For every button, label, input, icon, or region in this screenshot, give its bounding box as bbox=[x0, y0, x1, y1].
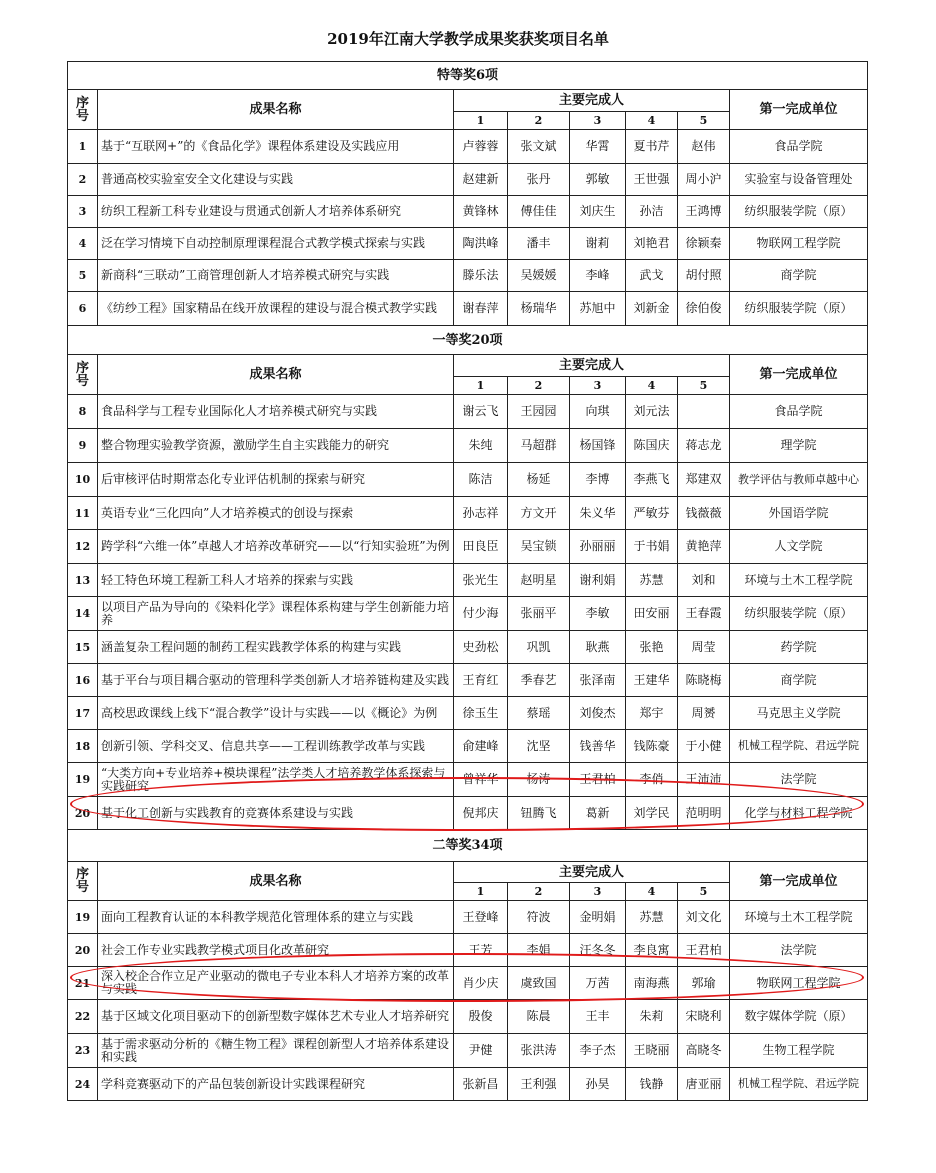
person-1: 谢云飞 bbox=[454, 395, 508, 429]
person-3: 李博 bbox=[570, 463, 626, 497]
table-row bbox=[68, 564, 868, 597]
person-5: 周小沪 bbox=[678, 164, 730, 196]
person-4: 钱陈豪 bbox=[626, 730, 678, 763]
person-4: 张艳 bbox=[626, 631, 678, 664]
header-row bbox=[68, 355, 868, 377]
table-row bbox=[68, 597, 868, 631]
project-name: 以项目产品为导向的《染料化学》课程体系构建与学生创新能力培养 bbox=[98, 597, 454, 631]
row-number: 12 bbox=[68, 530, 98, 564]
row-number: 19 bbox=[68, 901, 98, 934]
section-title-row bbox=[68, 326, 868, 355]
person-3: 钱善华 bbox=[570, 730, 626, 763]
unit-name: 数字媒体学院（原） bbox=[730, 1000, 868, 1034]
project-name: 后审核评估时期常态化专业评估机制的探索与研究 bbox=[98, 463, 454, 497]
table-row bbox=[68, 967, 868, 1000]
project-name: 英语专业“三化四向”人才培养模式的创设与探索 bbox=[98, 497, 454, 530]
table-row bbox=[68, 196, 868, 228]
project-name: 基于化工创新与实践教育的竞赛体系建设与实践 bbox=[98, 797, 454, 830]
header-person-number: 3 bbox=[570, 883, 626, 901]
project-name: 基于“互联网+”的《食品化学》课程体系建设及实践应用 bbox=[98, 130, 454, 164]
person-1: 田良臣 bbox=[454, 530, 508, 564]
person-5: 唐亚丽 bbox=[678, 1068, 730, 1101]
table-row bbox=[68, 664, 868, 697]
person-3: 孙昊 bbox=[570, 1068, 626, 1101]
table-row bbox=[68, 260, 868, 292]
table-row bbox=[68, 530, 868, 564]
person-4: 钱静 bbox=[626, 1068, 678, 1101]
person-2: 虞致国 bbox=[508, 967, 570, 1000]
table-row bbox=[68, 697, 868, 730]
person-1: 倪邦庆 bbox=[454, 797, 508, 830]
person-4: 郑宇 bbox=[626, 697, 678, 730]
section-title-row bbox=[68, 62, 868, 90]
section-title: 一等奖20项 bbox=[68, 326, 868, 355]
person-1: 王登峰 bbox=[454, 901, 508, 934]
header-seq: 序号 bbox=[68, 862, 98, 901]
person-1: 曾祥华 bbox=[454, 763, 508, 797]
project-name: 泛在学习情境下自动控制原理课程混合式教学模式探索与实践 bbox=[98, 228, 454, 260]
row-number: 23 bbox=[68, 1034, 98, 1068]
person-2: 李娟 bbox=[508, 934, 570, 967]
project-name: 涵盖复杂工程问题的制药工程实践教学体系的构建与实践 bbox=[98, 631, 454, 664]
person-2: 钮腾飞 bbox=[508, 797, 570, 830]
project-name: 深入校企合作立足产业驱动的微电子专业本科人才培养方案的改革与实践 bbox=[98, 967, 454, 1000]
person-2: 杨延 bbox=[508, 463, 570, 497]
row-number: 8 bbox=[68, 395, 98, 429]
header-person-number: 2 bbox=[508, 883, 570, 901]
person-1: 张新昌 bbox=[454, 1068, 508, 1101]
person-4: 李俏 bbox=[626, 763, 678, 797]
header-people: 主要完成人 bbox=[454, 355, 730, 377]
person-4: 刘新金 bbox=[626, 292, 678, 326]
header-people: 主要完成人 bbox=[454, 862, 730, 883]
row-number: 1 bbox=[68, 130, 98, 164]
person-1: 王芳 bbox=[454, 934, 508, 967]
person-5: 王君柏 bbox=[678, 934, 730, 967]
person-4: 苏慧 bbox=[626, 901, 678, 934]
header-seq: 序号 bbox=[68, 90, 98, 130]
person-2: 王园园 bbox=[508, 395, 570, 429]
person-4: 王晓丽 bbox=[626, 1034, 678, 1068]
person-2: 符波 bbox=[508, 901, 570, 934]
table-row bbox=[68, 763, 868, 797]
person-2: 王利强 bbox=[508, 1068, 570, 1101]
unit-name: 药学院 bbox=[730, 631, 868, 664]
person-5: 黄艳萍 bbox=[678, 530, 730, 564]
person-5: 周莹 bbox=[678, 631, 730, 664]
person-3: 向琪 bbox=[570, 395, 626, 429]
person-1: 滕乐法 bbox=[454, 260, 508, 292]
person-4: 南海燕 bbox=[626, 967, 678, 1000]
person-1: 徐玉生 bbox=[454, 697, 508, 730]
unit-name: 法学院 bbox=[730, 934, 868, 967]
person-1: 黄锋林 bbox=[454, 196, 508, 228]
person-3: 王君柏 bbox=[570, 763, 626, 797]
unit-name: 食品学院 bbox=[730, 395, 868, 429]
header-person-number: 3 bbox=[570, 377, 626, 395]
person-1: 卢蓉蓉 bbox=[454, 130, 508, 164]
header-person-number: 5 bbox=[678, 377, 730, 395]
table-row bbox=[68, 901, 868, 934]
header-person-number: 4 bbox=[626, 112, 678, 130]
person-2: 傅佳佳 bbox=[508, 196, 570, 228]
person-4: 刘学民 bbox=[626, 797, 678, 830]
project-name: 面向工程教育认证的本科教学规范化管理体系的建立与实践 bbox=[98, 901, 454, 934]
person-1: 付少海 bbox=[454, 597, 508, 631]
project-name: 创新引领、学科交叉、信息共享——工程训练教学改革与实践 bbox=[98, 730, 454, 763]
unit-name: 纺织服装学院（原） bbox=[730, 196, 868, 228]
person-4: 孙洁 bbox=[626, 196, 678, 228]
person-3: 李子杰 bbox=[570, 1034, 626, 1068]
person-3: 谢莉 bbox=[570, 228, 626, 260]
person-5: 王春霞 bbox=[678, 597, 730, 631]
unit-name: 纺织服装学院（原） bbox=[730, 597, 868, 631]
person-5: 刘和 bbox=[678, 564, 730, 597]
person-3: 王丰 bbox=[570, 1000, 626, 1034]
person-3: 孙丽丽 bbox=[570, 530, 626, 564]
person-5: 郭瑜 bbox=[678, 967, 730, 1000]
person-5: 宋晓利 bbox=[678, 1000, 730, 1034]
section-title: 二等奖34项 bbox=[68, 830, 868, 862]
person-5 bbox=[678, 395, 730, 429]
person-4: 陈国庆 bbox=[626, 429, 678, 463]
person-2: 蔡瑶 bbox=[508, 697, 570, 730]
table-row bbox=[68, 228, 868, 260]
header-person-number: 5 bbox=[678, 883, 730, 901]
project-name: 纺织工程新工科专业建设与贯通式创新人才培养体系研究 bbox=[98, 196, 454, 228]
unit-name: 马克思主义学院 bbox=[730, 697, 868, 730]
header-person-number: 4 bbox=[626, 377, 678, 395]
person-5: 钱薇薇 bbox=[678, 497, 730, 530]
table-row bbox=[68, 934, 868, 967]
person-2: 马超群 bbox=[508, 429, 570, 463]
project-name: 基于需求驱动分析的《糖生物工程》课程创新型人才培养体系建设和实践 bbox=[98, 1034, 454, 1068]
person-2: 杨瑞华 bbox=[508, 292, 570, 326]
unit-name: 商学院 bbox=[730, 260, 868, 292]
person-5: 陈晓梅 bbox=[678, 664, 730, 697]
person-1: 王育红 bbox=[454, 664, 508, 697]
person-2: 陈晨 bbox=[508, 1000, 570, 1034]
person-3: 华霄 bbox=[570, 130, 626, 164]
table-row bbox=[68, 631, 868, 664]
person-5: 蒋志龙 bbox=[678, 429, 730, 463]
header-row bbox=[68, 90, 868, 112]
person-2: 张丽平 bbox=[508, 597, 570, 631]
row-number: 14 bbox=[68, 597, 98, 631]
person-1: 陈洁 bbox=[454, 463, 508, 497]
person-1: 孙志祥 bbox=[454, 497, 508, 530]
person-2: 杨涛 bbox=[508, 763, 570, 797]
person-3: 金明娟 bbox=[570, 901, 626, 934]
header-unit: 第一完成单位 bbox=[730, 355, 868, 395]
person-5: 胡付照 bbox=[678, 260, 730, 292]
person-2: 潘丰 bbox=[508, 228, 570, 260]
header-row bbox=[68, 862, 868, 883]
header-person-number: 1 bbox=[454, 377, 508, 395]
header-person-number: 5 bbox=[678, 112, 730, 130]
unit-name: 生物工程学院 bbox=[730, 1034, 868, 1068]
person-2: 方文开 bbox=[508, 497, 570, 530]
unit-name: 环境与土木工程学院 bbox=[730, 564, 868, 597]
person-2: 巩凯 bbox=[508, 631, 570, 664]
person-5: 赵伟 bbox=[678, 130, 730, 164]
row-number: 9 bbox=[68, 429, 98, 463]
table-row bbox=[68, 130, 868, 164]
person-3: 耿燕 bbox=[570, 631, 626, 664]
person-3: 杨国锋 bbox=[570, 429, 626, 463]
person-1: 殷俊 bbox=[454, 1000, 508, 1034]
person-4: 王建华 bbox=[626, 664, 678, 697]
person-1: 张光生 bbox=[454, 564, 508, 597]
unit-name: 人文学院 bbox=[730, 530, 868, 564]
project-name: “大类方向+专业培养+模块课程”法学类人才培养教学体系探索与实践研究 bbox=[98, 763, 454, 797]
person-4: 李燕飞 bbox=[626, 463, 678, 497]
table-row bbox=[68, 1000, 868, 1034]
header-person-number: 4 bbox=[626, 883, 678, 901]
row-number: 16 bbox=[68, 664, 98, 697]
project-name: 新商科“三联动”工商管理创新人才培养模式研究与实践 bbox=[98, 260, 454, 292]
project-name: 基于区域文化项目驱动下的创新型数字媒体艺术专业人才培养研究 bbox=[98, 1000, 454, 1034]
person-2: 赵明星 bbox=[508, 564, 570, 597]
project-name: 食品科学与工程专业国际化人才培养模式研究与实践 bbox=[98, 395, 454, 429]
person-1: 史劲松 bbox=[454, 631, 508, 664]
unit-name: 环境与土木工程学院 bbox=[730, 901, 868, 934]
person-1: 谢春萍 bbox=[454, 292, 508, 326]
row-number: 6 bbox=[68, 292, 98, 326]
person-3: 郭敏 bbox=[570, 164, 626, 196]
person-2: 吴媛媛 bbox=[508, 260, 570, 292]
project-name: 《纺纱工程》国家精品在线开放课程的建设与混合模式教学实践 bbox=[98, 292, 454, 326]
person-3: 苏旭中 bbox=[570, 292, 626, 326]
person-5: 周赟 bbox=[678, 697, 730, 730]
person-3: 刘俊杰 bbox=[570, 697, 626, 730]
unit-name: 纺织服装学院（原） bbox=[730, 292, 868, 326]
table-row bbox=[68, 463, 868, 497]
project-name: 学科竞赛驱动下的产品包装创新设计实践课程研究 bbox=[98, 1068, 454, 1101]
header-unit: 第一完成单位 bbox=[730, 90, 868, 130]
person-1: 朱纯 bbox=[454, 429, 508, 463]
person-5: 王沛沛 bbox=[678, 763, 730, 797]
project-name: 普通高校实验室安全文化建设与实践 bbox=[98, 164, 454, 196]
person-4: 严敏芬 bbox=[626, 497, 678, 530]
person-5: 王鸿博 bbox=[678, 196, 730, 228]
row-number: 10 bbox=[68, 463, 98, 497]
row-number: 15 bbox=[68, 631, 98, 664]
person-3: 葛新 bbox=[570, 797, 626, 830]
unit-name: 物联网工程学院 bbox=[730, 967, 868, 1000]
row-number: 11 bbox=[68, 497, 98, 530]
section-title: 特等奖6项 bbox=[68, 62, 868, 90]
person-1: 陶洪峰 bbox=[454, 228, 508, 260]
person-5: 于小健 bbox=[678, 730, 730, 763]
row-number: 22 bbox=[68, 1000, 98, 1034]
table-row bbox=[68, 797, 868, 830]
header-person-number: 1 bbox=[454, 883, 508, 901]
table-row bbox=[68, 1034, 868, 1068]
header-unit: 第一完成单位 bbox=[730, 862, 868, 901]
table-row bbox=[68, 395, 868, 429]
row-number: 24 bbox=[68, 1068, 98, 1101]
row-number: 17 bbox=[68, 697, 98, 730]
table-row bbox=[68, 164, 868, 196]
person-1: 俞建峰 bbox=[454, 730, 508, 763]
person-4: 王世强 bbox=[626, 164, 678, 196]
person-3: 李敏 bbox=[570, 597, 626, 631]
person-3: 谢利娟 bbox=[570, 564, 626, 597]
row-number: 13 bbox=[68, 564, 98, 597]
unit-name: 理学院 bbox=[730, 429, 868, 463]
person-4: 李良寓 bbox=[626, 934, 678, 967]
table-row bbox=[68, 497, 868, 530]
header-name: 成果名称 bbox=[98, 355, 454, 395]
row-number: 5 bbox=[68, 260, 98, 292]
person-5: 徐颖秦 bbox=[678, 228, 730, 260]
person-1: 赵建新 bbox=[454, 164, 508, 196]
person-4: 于书娟 bbox=[626, 530, 678, 564]
header-person-number: 2 bbox=[508, 377, 570, 395]
person-5: 高晓冬 bbox=[678, 1034, 730, 1068]
person-4: 武戈 bbox=[626, 260, 678, 292]
table-row bbox=[68, 730, 868, 763]
person-4: 苏慧 bbox=[626, 564, 678, 597]
person-3: 汪冬冬 bbox=[570, 934, 626, 967]
table-row bbox=[68, 429, 868, 463]
person-1: 尹健 bbox=[454, 1034, 508, 1068]
table-row bbox=[68, 1068, 868, 1101]
header-person-number: 3 bbox=[570, 112, 626, 130]
person-2: 吴宝锁 bbox=[508, 530, 570, 564]
unit-name: 机械工程学院、君远学院 bbox=[730, 1068, 868, 1101]
project-name: 跨学科“六维一体”卓越人才培养改革研究——以“行知实验班”为例 bbox=[98, 530, 454, 564]
unit-name: 化学与材料工程学院 bbox=[730, 797, 868, 830]
unit-name: 实验室与设备管理处 bbox=[730, 164, 868, 196]
person-4: 夏书芹 bbox=[626, 130, 678, 164]
person-2: 张文斌 bbox=[508, 130, 570, 164]
project-name: 社会工作专业实践教学模式项目化改革研究 bbox=[98, 934, 454, 967]
header-people: 主要完成人 bbox=[454, 90, 730, 112]
unit-name: 商学院 bbox=[730, 664, 868, 697]
header-name: 成果名称 bbox=[98, 90, 454, 130]
person-2: 季春艺 bbox=[508, 664, 570, 697]
project-name: 基于平台与项目耦合驱动的管理科学类创新人才培养链构建及实践 bbox=[98, 664, 454, 697]
person-4: 朱莉 bbox=[626, 1000, 678, 1034]
person-5: 徐伯俊 bbox=[678, 292, 730, 326]
unit-name: 教学评估与教师卓越中心 bbox=[730, 463, 868, 497]
unit-name: 食品学院 bbox=[730, 130, 868, 164]
unit-name: 法学院 bbox=[730, 763, 868, 797]
person-1: 肖少庆 bbox=[454, 967, 508, 1000]
row-number: 21 bbox=[68, 967, 98, 1000]
unit-name: 机械工程学院、君远学院 bbox=[730, 730, 868, 763]
project-name: 整合物理实验教学资源，激励学生自主实践能力的研究 bbox=[98, 429, 454, 463]
person-2: 张丹 bbox=[508, 164, 570, 196]
header-person-number: 2 bbox=[508, 112, 570, 130]
project-name: 轻工特色环境工程新工科人才培养的探索与实践 bbox=[98, 564, 454, 597]
project-name: 高校思政课线上线下“混合教学”设计与实践——以《概论》为例 bbox=[98, 697, 454, 730]
person-5: 刘文化 bbox=[678, 901, 730, 934]
person-3: 李峰 bbox=[570, 260, 626, 292]
person-3: 朱义华 bbox=[570, 497, 626, 530]
row-number: 3 bbox=[68, 196, 98, 228]
person-3: 刘庆生 bbox=[570, 196, 626, 228]
person-3: 万茜 bbox=[570, 967, 626, 1000]
unit-name: 物联网工程学院 bbox=[730, 228, 868, 260]
row-number: 20 bbox=[68, 934, 98, 967]
person-2: 张洪涛 bbox=[508, 1034, 570, 1068]
header-seq: 序号 bbox=[68, 355, 98, 395]
award-table bbox=[67, 61, 868, 1101]
person-3: 张泽南 bbox=[570, 664, 626, 697]
section-title-row bbox=[68, 830, 868, 862]
page-title: 2019年江南大学教学成果奖获奖项目名单 bbox=[327, 30, 609, 48]
row-number: 2 bbox=[68, 164, 98, 196]
person-4: 刘元法 bbox=[626, 395, 678, 429]
person-5: 郑建双 bbox=[678, 463, 730, 497]
table-row bbox=[68, 292, 868, 326]
person-2: 沈坚 bbox=[508, 730, 570, 763]
unit-name: 外国语学院 bbox=[730, 497, 868, 530]
row-number: 19 bbox=[68, 763, 98, 797]
header-name: 成果名称 bbox=[98, 862, 454, 901]
row-number: 20 bbox=[68, 797, 98, 830]
row-number: 18 bbox=[68, 730, 98, 763]
row-number: 4 bbox=[68, 228, 98, 260]
person-4: 刘艳君 bbox=[626, 228, 678, 260]
header-person-number: 1 bbox=[454, 112, 508, 130]
person-4: 田安丽 bbox=[626, 597, 678, 631]
person-5: 范明明 bbox=[678, 797, 730, 830]
